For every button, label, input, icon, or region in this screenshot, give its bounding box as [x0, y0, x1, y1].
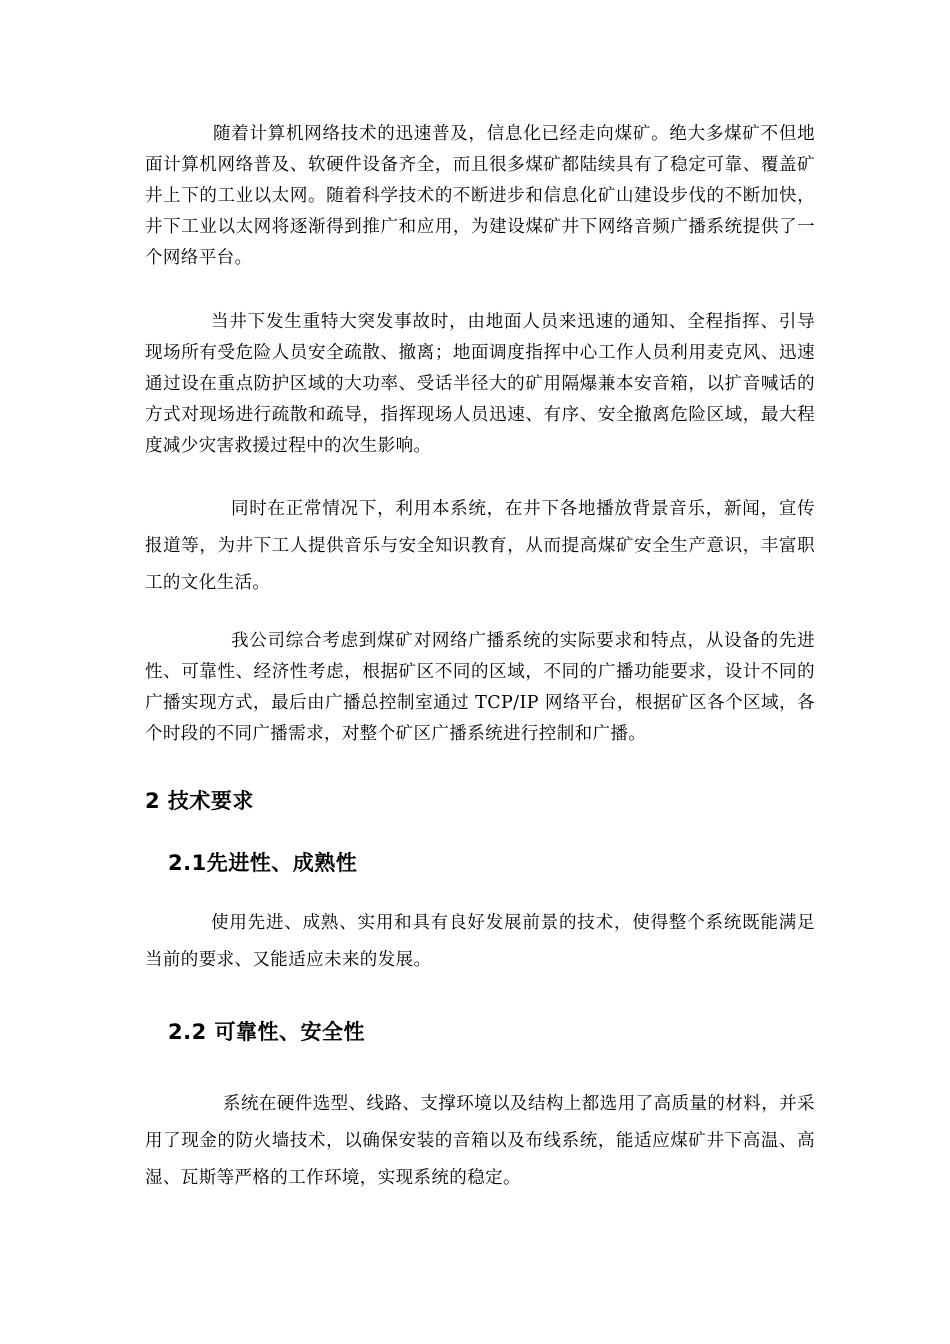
paragraph-company-design: 我公司综合考虑到煤矿对网络广播系统的实际要求和特点，从设备的先进性、可靠性、经济性考虑，根据矿区不同的区域，不同的广播功能要求，设计不同的广播实现方式，最后由广播总控制室通过 TCP/IP 网络平台，根据矿区各个区域，各个时段的不同广播需求，对整个矿区广播系统进行控制和广播。 — [145, 631, 815, 744]
subsection-heading-advanced-mature: 2.1先进性、成熟性 — [168, 851, 358, 875]
subsection-heading-reliable-safe: 2.2 可靠性、安全性 — [168, 1020, 366, 1044]
paragraph-normal-operation: 同时在正常情况下，利用本系统，在井下各地播放背景音乐，新闻，宣传报道等，为井下工人提供音乐与安全知识教育，从而提高煤矿安全生产意识，丰富职工的文化生活。 — [145, 499, 815, 593]
paragraph-advanced-mature: 使用先进、成熟、实用和具有良好发展前景的技术，使得整个系统既能满足当前的要求、又能适应未来的发展。 — [145, 913, 815, 970]
paragraph-emergency-broadcast: 当井下发生重特大突发事故时，由地面人员来迅速的通知、全程指挥、引导现场所有受危险人员安全疏散、撤离；地面调度指挥中心工作人员利用麦克风、迅速通过设在重点防护区域的大功率、受话半径大的矿用隔爆兼本安音箱，以扩音喊话的方式对现场进行疏散和疏导，指挥现场人员迅速、有序、安全撤离危险区域，最大程度减少灾害救援过程中的次生影响。 — [145, 312, 815, 456]
paragraph-intro-informatization: 随着计算机网络技术的迅速普及，信息化已经走向煤矿。绝大多煤矿不但地面计算机网络普及、软硬件设备齐全，而且很多煤矿都陆续具有了稳定可靠、覆盖矿井上下的工业以太网。随着科学技术的不断进步和信息化矿山建设步伐的不断加快，井下工业以太网将逐渐得到推广和应用，为建设煤矿井下网络音频广播系统提供了一个网络平台。 — [145, 124, 815, 268]
paragraph-reliable-safe: 系统在硬件选型、线路、支撑环境以及结构上都选用了高质量的材料，并采用了现金的防火墙技术，以确保安装的音箱以及布线系统，能适应煤矿井下高温、高湿、瓦斯等严格的工作环境，实现系统的稳定。 — [145, 1094, 815, 1188]
section-heading-technical-requirements: 2 技术要求 — [145, 789, 254, 813]
